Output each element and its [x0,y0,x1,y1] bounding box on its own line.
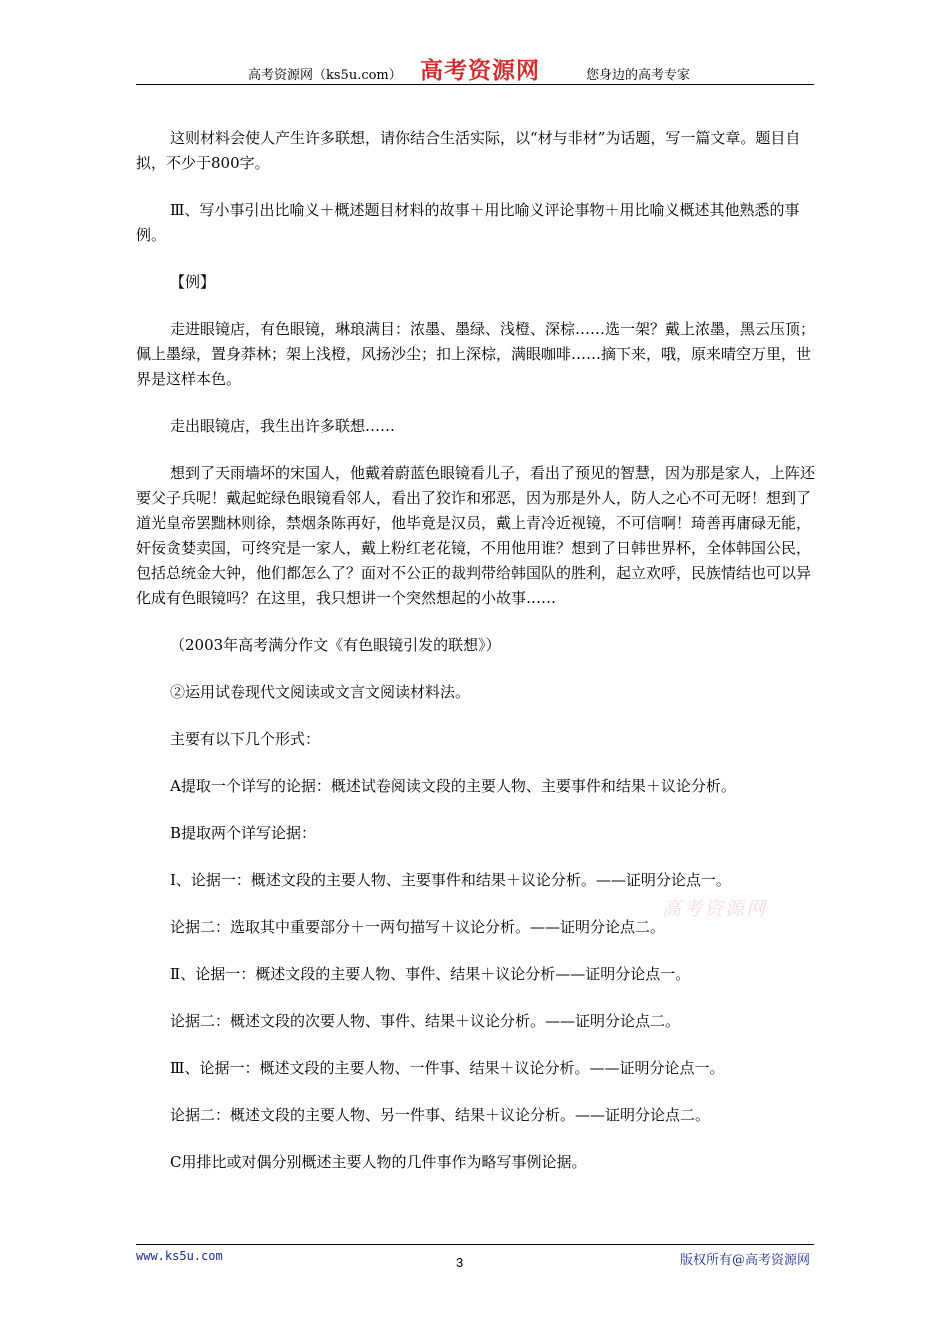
source-citation: （2003年高考满分作文《有色眼镜引发的联想》） [170,636,501,654]
page-footer [136,1244,814,1275]
footer-url-link[interactable]: www.ks5u.com [136,1249,223,1263]
page-header [136,58,814,85]
paragraph: A提取一个详写的论据：概述试卷阅读文段的主要人物、主要事件和结果＋议论分析。 [170,777,736,795]
document-body [136,126,816,1197]
paragraph: 主要有以下几个形式： [170,730,321,748]
paragraph: 这则材料会使人产生许多联想，请你结合生活实际，以“材与非材”为话题，写一篇文章。题目自拟，不少于800字。 [136,129,801,172]
paragraph: C用排比或对偶分别概述主要人物的几件事作为略写事例论据。 [170,1153,587,1171]
header-logo: 高考资源网 [420,57,540,84]
watermark: 高考资源网 [662,898,768,920]
example-label: 【例】 [170,273,216,291]
paragraph: ②运用试卷现代文阅读或文言文阅读材料法。 [170,683,471,701]
paragraph: Ⅰ、论据一：概述文段的主要人物、主要事件和结果＋议论分析。——证明分论点一。 [170,871,731,889]
paragraph: 走出眼镜店，我生出许多联想…… [170,417,396,435]
header-slogan: 您身边的高考专家 [586,68,691,83]
paragraph: Ⅲ、论据一：概述文段的主要人物、一件事、结果＋议论分析。——证明分论点一。 [170,1059,725,1077]
paragraph: 论据二：选取其中重要部分＋一两句描写＋议论分析。——证明分论点二。 [170,918,666,936]
page-number: 3 [456,1255,464,1270]
paragraph: 论据二：概述文段的主要人物、另一件事、结果＋议论分析。——证明分论点二。 [170,1106,711,1124]
paragraph: 走进眼镜店，有色眼镜，琳琅满目：浓墨、墨绿、浅橙、深棕……选一架？戴上浓墨，黑云压顶；佩上墨绿，置身莽林；架上浅橙，风扬沙尘；扣上深棕，满眼咖啡……摘下来，哦，原来晴空万里，世界是这样本色。 [136,320,816,388]
paragraph: 论据二：概述文段的次要人物、事件、结果＋议论分析。——证明分论点二。 [170,1012,681,1030]
footer-copyright: 版权所有@高考资源网 [679,1253,810,1268]
paragraph: Ⅲ、写小事引出比喻义＋概述题目材料的故事＋用比喻义评论事物＋用比喻义概述其他熟悉的事例。 [136,201,800,244]
paragraph: B提取两个详写论据： [170,824,317,842]
paragraph: 想到了天雨墙坏的宋国人，他戴着蔚蓝色眼镜看儿子，看出了预见的智慧，因为那是家人，上阵还要父子兵呢！戴起蛇绿色眼镜看邻人，看出了狡诈和邪恶，因为那是外人，防人之心不可无呀！想到了道光皇帝罢黜林则徐，禁烟条陈再好，他毕竟是汉员，戴上青冷近视镜，不可信啊！琦善再庸碌无能，奸佞贪婪卖国，可终究是一家人，戴上粉红老花镜，不用他用谁？想到了日韩世界杯，全体韩国公民，包括总统金大钟，他们都怎么了？面对不公正的裁判带给韩国队的胜利，起立欢呼，民族情结也可以异化成有色眼镜吗？在这里，我只想讲一个突然想起的小故事…… [136,464,816,607]
paragraph: Ⅱ、论据一：概述文段的主要人物、事件、结果＋议论分析——证明分论点一。 [170,965,691,983]
header-site-name: 高考资源网（ks5u.com） [248,68,402,83]
